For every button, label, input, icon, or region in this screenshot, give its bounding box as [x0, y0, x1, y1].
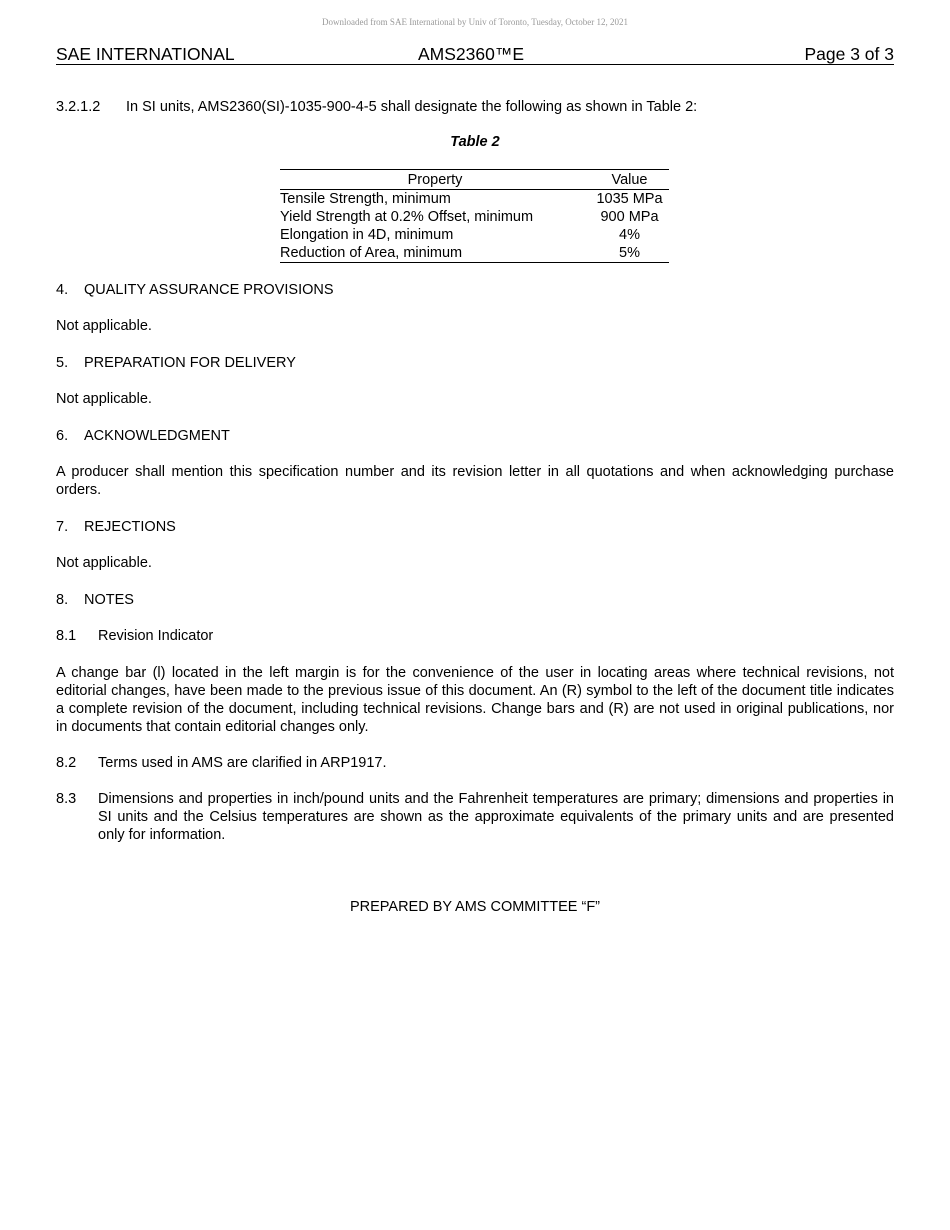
section-7-body: Not applicable.: [56, 555, 152, 571]
table-cell-value: 1035 MPa: [596, 191, 663, 207]
column-header-value: Value: [590, 170, 669, 190]
section-title: ACKNOWLEDGMENT: [84, 428, 230, 444]
section-text: Dimensions and properties in inch/pound units and the Fahrenheit temperatures are primary; dimensions and properties in SI units and the Celsius temperatures are shown as the approximate equivalents of the primary units and are presented only for information.: [98, 791, 894, 843]
prepared-by: PREPARED BY AMS COMMITTEE “F”: [349, 899, 601, 915]
table-row: [280, 208, 669, 226]
section-title: PREPARATION FOR DELIVERY: [84, 355, 296, 371]
table-cell-value: 5%: [619, 245, 640, 261]
section-title: NOTES: [84, 592, 134, 608]
section-number: 4.: [56, 282, 69, 298]
section-number: 8.3: [56, 791, 77, 807]
table-row: [280, 226, 669, 244]
table-header-row: [280, 170, 669, 190]
table-title: Table 2: [450, 134, 500, 150]
section-number: 8.1: [56, 628, 77, 644]
section-number: 7.: [56, 519, 69, 535]
properties-table: [280, 169, 669, 263]
page-header: [56, 44, 894, 65]
section-title: Revision Indicator: [98, 628, 214, 644]
section-text: Terms used in AMS are clarified in ARP1917.: [98, 755, 387, 771]
section-4-body: Not applicable.: [56, 318, 152, 334]
header-document-number: AMS2360™E: [418, 44, 525, 64]
column-header-property: Property: [280, 170, 590, 190]
section-number: 6.: [56, 428, 69, 444]
section-number: 8.: [56, 592, 69, 608]
section-number: 5.: [56, 355, 69, 371]
section-number: 3.2.1.2: [56, 99, 101, 115]
table-cell-property: Reduction of Area, minimum: [280, 245, 463, 261]
section-5-body: Not applicable.: [56, 391, 152, 407]
section-6-body: A producer shall mention this specification number and its revision letter in all quotations and when acknowledging purchase orders.: [56, 464, 894, 498]
section-8-1-body: A change bar (l) located in the left margin is for the convenience of the user in locating areas where technical revisions, not editorial changes, have been made to the previous issue of this document. An (R) symbol to the left of the document title indicates a complete revision of the document, including technical revisions. Change bars and (R) are not used in original publications, nor in documents that contain editorial changes only.: [56, 665, 894, 735]
table-row: [280, 190, 669, 209]
header-organization: SAE INTERNATIONAL: [56, 44, 235, 64]
table-cell-property: Elongation in 4D, minimum: [280, 227, 454, 243]
section-number: 8.2: [56, 755, 77, 771]
table-row: [280, 244, 669, 263]
table-cell-property: Tensile Strength, minimum: [280, 191, 451, 207]
section-text: In SI units, AMS2360(SI)-1035-900-4-5 shall designate the following as shown in Table 2:: [126, 99, 698, 115]
section-title: QUALITY ASSURANCE PROVISIONS: [84, 282, 334, 298]
download-watermark: Downloaded from SAE International by Univ of Toronto, Tuesday, October 12, 2021: [321, 17, 629, 27]
table-cell-property: Yield Strength at 0.2% Offset, minimum: [280, 209, 534, 225]
table-cell-value: 900 MPa: [600, 209, 659, 225]
header-page-number: Page 3 of 3: [804, 44, 894, 64]
section-title: REJECTIONS: [84, 519, 176, 535]
table-cell-value: 4%: [619, 227, 640, 243]
